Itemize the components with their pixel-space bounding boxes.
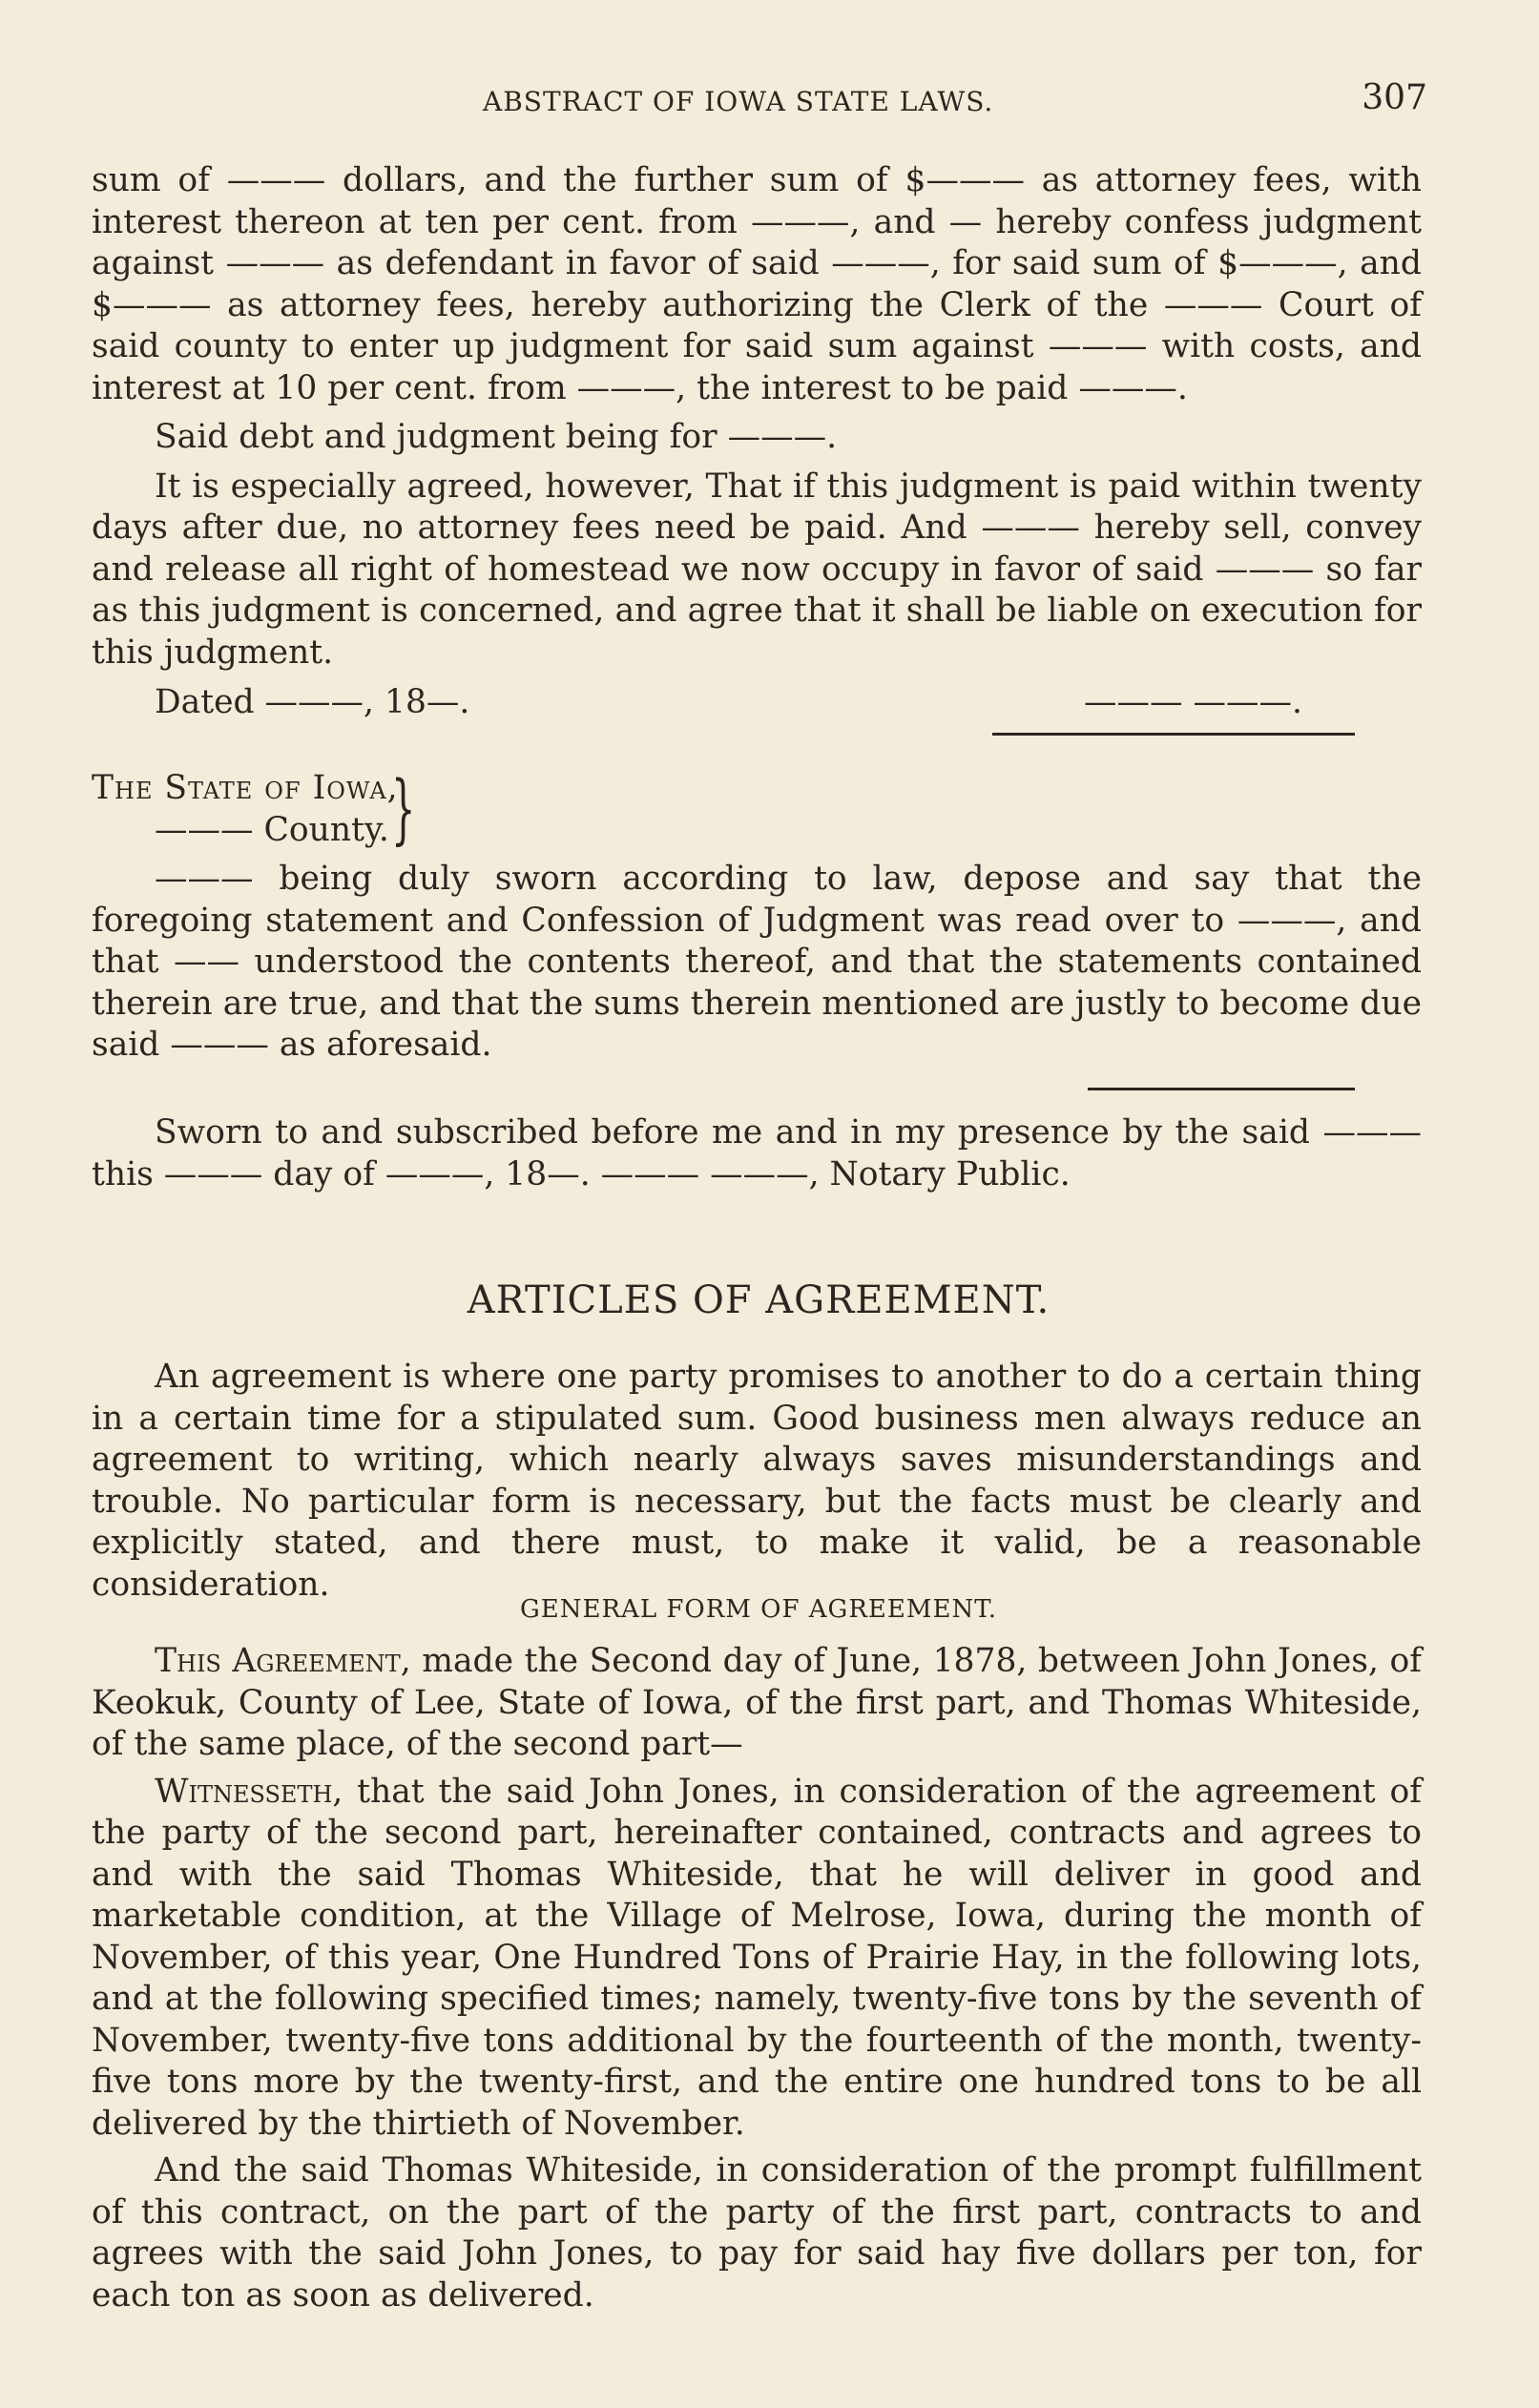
agreement-paragraph-1 — [92, 1641, 1422, 1766]
confession-paragraph-3: It is especially agreed, however, That if this judgment is paid within twenty days after due, no attorney fees need be paid. And ——— hereby sell, convey and release all right of homestead we now occupy in favor of said ——— so far as this judgment is concerned, and agree that it shall be liable on execution for this judgment. — [92, 467, 1422, 672]
running-title: ABSTRACT OF IOWA STATE LAWS. — [483, 86, 994, 117]
signature-rule — [992, 733, 1355, 736]
running-header — [92, 78, 1427, 126]
venue-block — [92, 768, 399, 851]
agreement-lead: This Agreement, — [155, 1642, 411, 1680]
agreement-paragraph-2 — [92, 1772, 1422, 2146]
brace-glyph: } — [391, 764, 416, 853]
affiant-signature-rule — [1088, 1088, 1355, 1090]
dated-text: Dated ———, 18—. — [155, 683, 470, 721]
confession-paragraph-1: sum of ——— dollars, and the further sum of $——— as attorney fees, with interest thereon at ten per cent. from ———, and — hereby confess judgment against ——— as defendant in favor of said ———, for said sum of $———, and $——— as attorney fees, hereby authorizing the Clerk of the ——— Court of said county to enter up judgment for said sum against ——— with costs, and interest at 10 per cent. from ———, the interest to be paid ———. — [92, 161, 1422, 407]
venue-county: ——— County. — [155, 810, 389, 849]
section-heading: ARTICLES OF AGREEMENT. — [467, 1278, 1050, 1322]
signature-blank: ——— ———. — [1084, 683, 1302, 721]
affidavit-body — [92, 859, 1422, 1074]
affidavit-paragraph: ——— being duly sworn according to law, depose and say that the foregoing statement and Confession of Judgment was read over to ———, and that —— understood the contents thereof, and that the statements contained therein are true, and that the sums therein mentioned are justly to become due said ——— as aforesaid. — [92, 860, 1422, 1064]
agreement-text-2: that the said John Jones, in consideration of the agreement of the party of the second part, hereinafter contained, contracts and agrees to and with the said Thomas Whiteside, that he will deliver in good and marketable condition, at the Village of Melrose, Iowa, during the month of November, of this year, One Hundred Tons of Prairie Hay, in the following lots, and at the following specified times; namely, twenty-five tons by the seventh of November, twenty-five tons additional by the fourteenth of the month, twenty-five tons more by the twenty-first, and the entire one hundred tons to be all delivered by the thirtieth of November. — [92, 1772, 1422, 2143]
page-number: 307 — [1362, 78, 1427, 117]
jurat-paragraph: Sworn to and subscribed before me and in my presence by the said ——— this ——— day of ———, 18—. ——— ———, Notary Public. — [92, 1113, 1422, 1194]
dated-line — [92, 683, 1422, 725]
agreement-paragraph-3: And the said Thomas Whiteside, in consideration of the prompt fulfillment of this contract, on the part of the party of the first part, contracts to and agrees with the said John Jones, to pay for said hay five dollars per ton, for each ton as soon as delivered. — [92, 2151, 1422, 2315]
confession-body — [92, 160, 1422, 681]
agreement-form — [92, 1641, 1422, 2322]
subsection-heading: GENERAL FORM OF AGREEMENT. — [519, 1595, 998, 1624]
intro-paragraph: An agreement is where one party promises to another to do a certain thing in a certain time for a stipulated sum. Good business men always reduce an agreement to writing, which nearly always saves misunderstandings and trouble. No particular form is necessary, but the facts must be clearly and explicitly stated, and there must, to make it valid, be a reasonable consideration. — [92, 1358, 1422, 1604]
articles-intro — [92, 1357, 1422, 1613]
jurat-body — [92, 1112, 1422, 1203]
witnesseth-lead: Witnesseth, — [155, 1772, 343, 1811]
confession-paragraph-2: Said debt and judgment being for ———. — [155, 418, 838, 456]
venue-state: The State of Iowa, — [92, 769, 399, 807]
agreement-text-1: made the Second day of June, 1878, between John Jones, of Keokuk, County of Lee, State of Iowa, of the first part, and Thomas Whiteside, of the same place, of the second part— — [92, 1642, 1422, 1763]
